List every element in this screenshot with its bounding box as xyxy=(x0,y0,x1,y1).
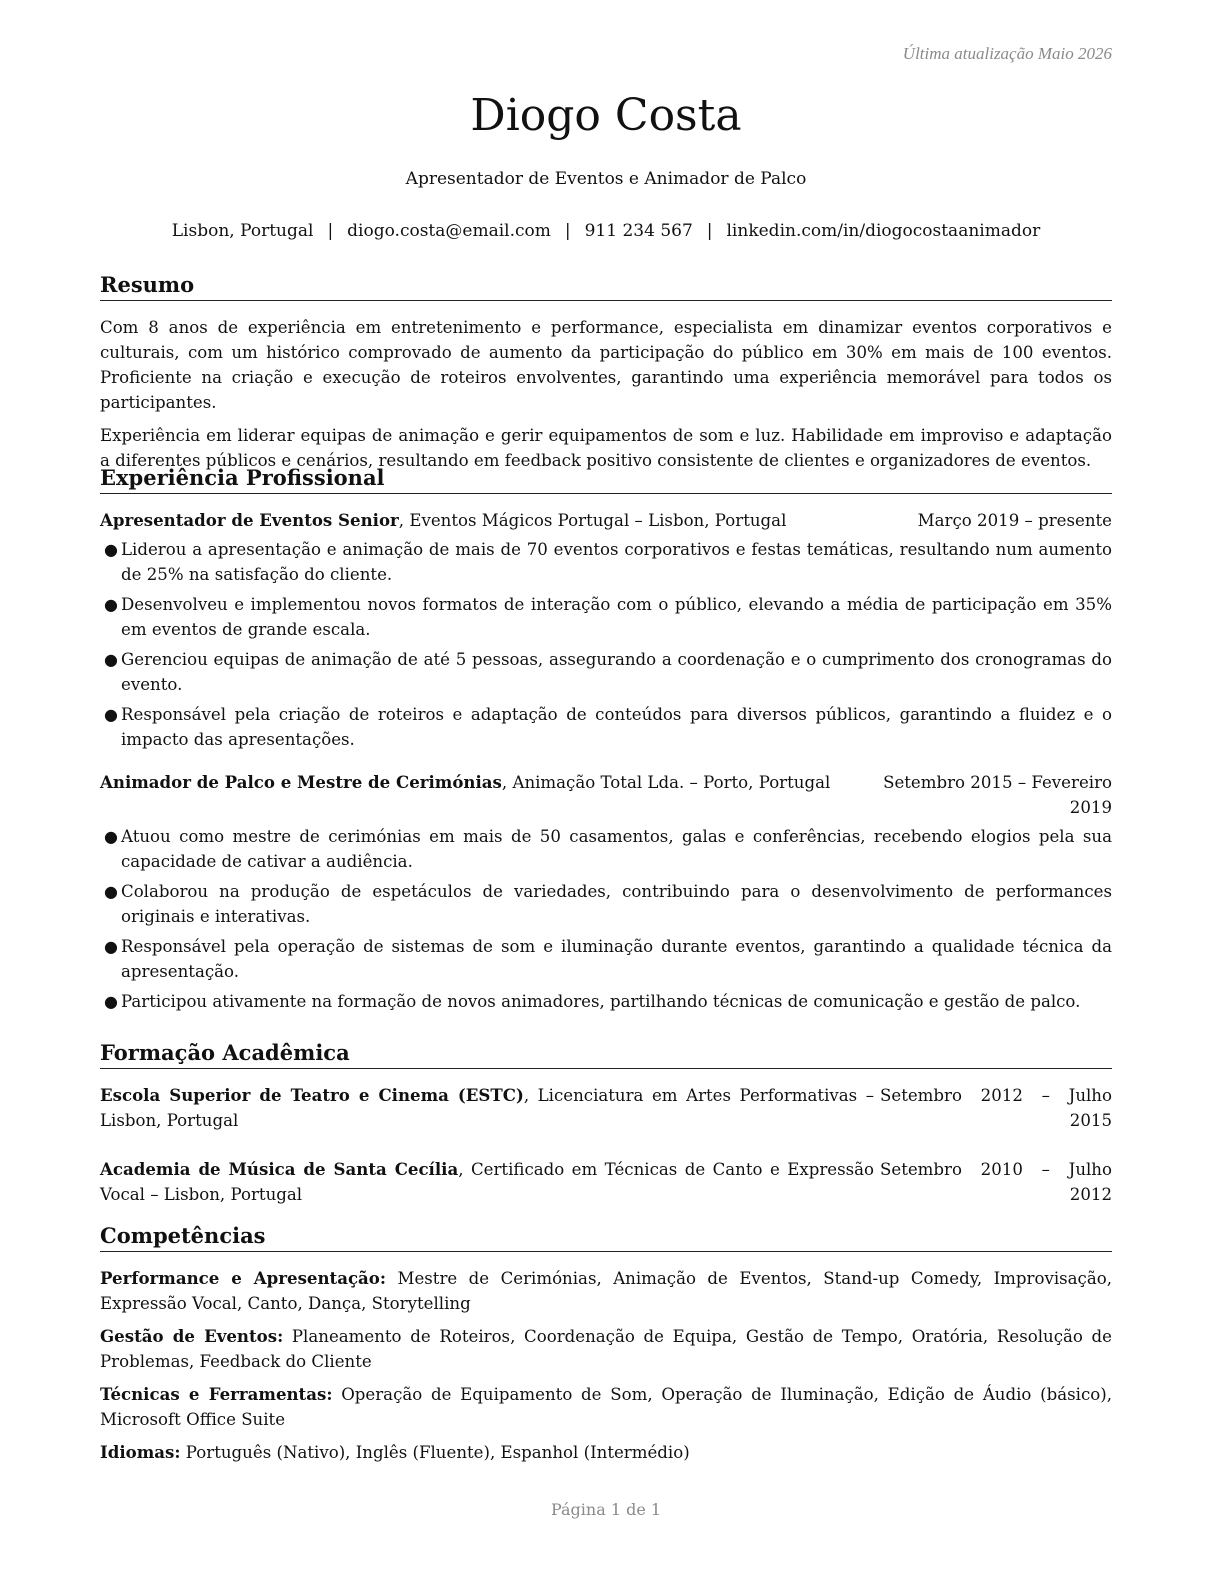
skills-section xyxy=(100,1222,1112,1465)
job-dates: Setembro 2015 – Fevereiro 2019 xyxy=(883,773,1112,817)
job-bullet: ● Liderou a apresentação e animação de mais de 70 eventos corporativos e festas temáticas, resultando num aumento de 25% na satisfação do cliente. xyxy=(100,537,1112,587)
job-bullet: ● Colaborou na produção de espetáculos de variedades, contribuindo para o desenvolvimento de performances originais e interativas. xyxy=(100,879,1112,929)
education-dates: Setembro 2012 – Julho 2015 xyxy=(880,1086,1112,1130)
job-bullet: ● Atuou como mestre de cerimónias em mais de 50 casamentos, galas e conferências, recebendo elogios pela sua capacidade de cativar a audiência. xyxy=(100,824,1112,874)
contact-location: Lisbon, Portugal xyxy=(171,221,314,241)
summary-paragraph: Com 8 anos de experiência em entretenimento e performance, especialista em dinamizar eventos corporativos e culturais, com um histórico comprovado de aumento da participação do público em 30% em mais de 100 eventos. Proficiente na criação e execução de roteiros envolventes, garantindo uma experiência memorável para todos os participantes. xyxy=(100,318,1112,412)
candidate-name: Diogo Costa xyxy=(470,90,742,141)
job-role: Apresentador de Eventos Senior xyxy=(100,510,399,530)
job-organization: , Animação Total Lda. – Porto, Portugal xyxy=(501,773,831,792)
section-title-summary: Resumo xyxy=(100,271,1112,301)
job-bullet: ● Gerenciou equipas de animação de até 5 pessoas, assegurando a coordenação e o cumprimento dos cronogramas do evento. xyxy=(100,647,1112,697)
section-title-skills: Competências xyxy=(100,1222,1112,1252)
contact-linkedin[interactable]: linkedin.com/in/diogocostaanimador xyxy=(726,221,1041,241)
skill-line xyxy=(100,1440,1112,1465)
job-header xyxy=(100,508,1112,533)
education-entry xyxy=(100,1083,1112,1133)
education-entry xyxy=(100,1157,1112,1207)
section-title-education: Formação Acadêmica xyxy=(100,1039,1112,1069)
bullet-icon: ● xyxy=(104,650,118,669)
job-bullet: ● Desenvolveu e implementou novos formatos de interação com o público, elevando a média de participação em 35% em eventos de grande escala. xyxy=(100,592,1112,642)
job-entry xyxy=(100,770,1112,1014)
contact-phone: 911 234 567 xyxy=(584,221,693,241)
education-dates: Setembro 2010 – Julho 2012 xyxy=(880,1160,1112,1204)
job-header xyxy=(100,770,1112,820)
last-updated-date: Última atualização Maio 2026 xyxy=(902,44,1112,63)
job-bullets xyxy=(100,537,1112,752)
skill-label: Gestão de Eventos: xyxy=(100,1326,284,1346)
bullet-icon: ● xyxy=(104,595,118,614)
skill-value: Operação de Equipamento de Som, Operação de Iluminação, Edição de Áudio (básico), Microsoft Office Suite xyxy=(100,1385,1113,1429)
education-section xyxy=(100,1039,1112,1207)
education-school: Escola Superior de Teatro e Cinema (ESTC) xyxy=(100,1085,524,1105)
job-bullet: ● Responsável pela operação de sistemas de som e iluminação durante eventos, garantindo a qualidade técnica da apresentação. xyxy=(100,934,1112,984)
skill-value: Planeamento de Roteiros, Coordenação de Equipa, Gestão de Tempo, Oratória, Resolução de Problemas, Feedback do Cliente xyxy=(100,1327,1112,1371)
resume-page xyxy=(100,0,1112,1584)
education-detail: , Licenciatura em Artes Performativas – Lisbon, Portugal xyxy=(100,1086,874,1130)
summary-section xyxy=(100,271,1112,473)
contact-separator: | xyxy=(327,221,334,241)
summary-paragraph: Experiência em liderar equipas de animação e gerir equipamentos de som e luz. Habilidade em improviso e adaptação a diferentes públicos e cenários, resultando em feedback positivo consistente de clientes e organizadores de eventos. xyxy=(100,426,1112,470)
job-bullets xyxy=(100,824,1112,1014)
contact-separator: | xyxy=(564,221,571,241)
candidate-tagline: Apresentador de Eventos e Animador de Palco xyxy=(405,169,807,189)
bullet-icon: ● xyxy=(104,992,118,1011)
contact-email[interactable]: diogo.costa@email.com xyxy=(347,221,551,241)
contact-separator: | xyxy=(706,221,713,241)
job-entry xyxy=(100,508,1112,752)
skill-label: Performance e Apresentação: xyxy=(100,1268,387,1288)
skill-value: Português (Nativo), Inglês (Fluente), Espanhol (Intermédio) xyxy=(180,1443,690,1462)
skill-label: Técnicas e Ferramentas: xyxy=(100,1384,333,1404)
bullet-icon: ● xyxy=(104,705,118,724)
bullet-icon: ● xyxy=(104,827,118,846)
skill-line xyxy=(100,1266,1112,1316)
skill-label: Idiomas: xyxy=(100,1442,181,1462)
education-school: Academia de Música de Santa Cecília xyxy=(100,1159,459,1179)
job-bullet: ● Responsável pela criação de roteiros e adaptação de conteúdos para diversos públicos, garantindo a fluidez e o impacto das apresentações. xyxy=(100,702,1112,752)
experience-section xyxy=(100,464,1112,1019)
bullet-icon: ● xyxy=(104,882,118,901)
contact-line xyxy=(100,218,1112,244)
skill-line xyxy=(100,1324,1112,1374)
bullet-icon: ● xyxy=(104,540,118,559)
job-organization: , Eventos Mágicos Portugal – Lisbon, Portugal xyxy=(398,511,787,530)
bullet-icon: ● xyxy=(104,937,118,956)
skill-line xyxy=(100,1382,1112,1432)
job-dates: Março 2019 – presente xyxy=(917,511,1112,530)
education-detail: , Certificado em Técnicas de Canto e Expressão Vocal – Lisbon, Portugal xyxy=(100,1160,874,1204)
skill-value: Mestre de Cerimónias, Animação de Eventos, Stand-up Comedy, Improvisação, Expressão Vocal, Canto, Dança, Storytelling xyxy=(100,1269,1112,1313)
job-role: Animador de Palco e Mestre de Cerimónias xyxy=(100,772,502,792)
job-bullet: ● Participou ativamente na formação de novos animadores, partilhando técnicas de comunicação e gestão de palco. xyxy=(100,989,1112,1014)
section-title-experience: Experiência Profissional xyxy=(100,464,1112,494)
page-number: Página 1 de 1 xyxy=(550,1500,662,1519)
